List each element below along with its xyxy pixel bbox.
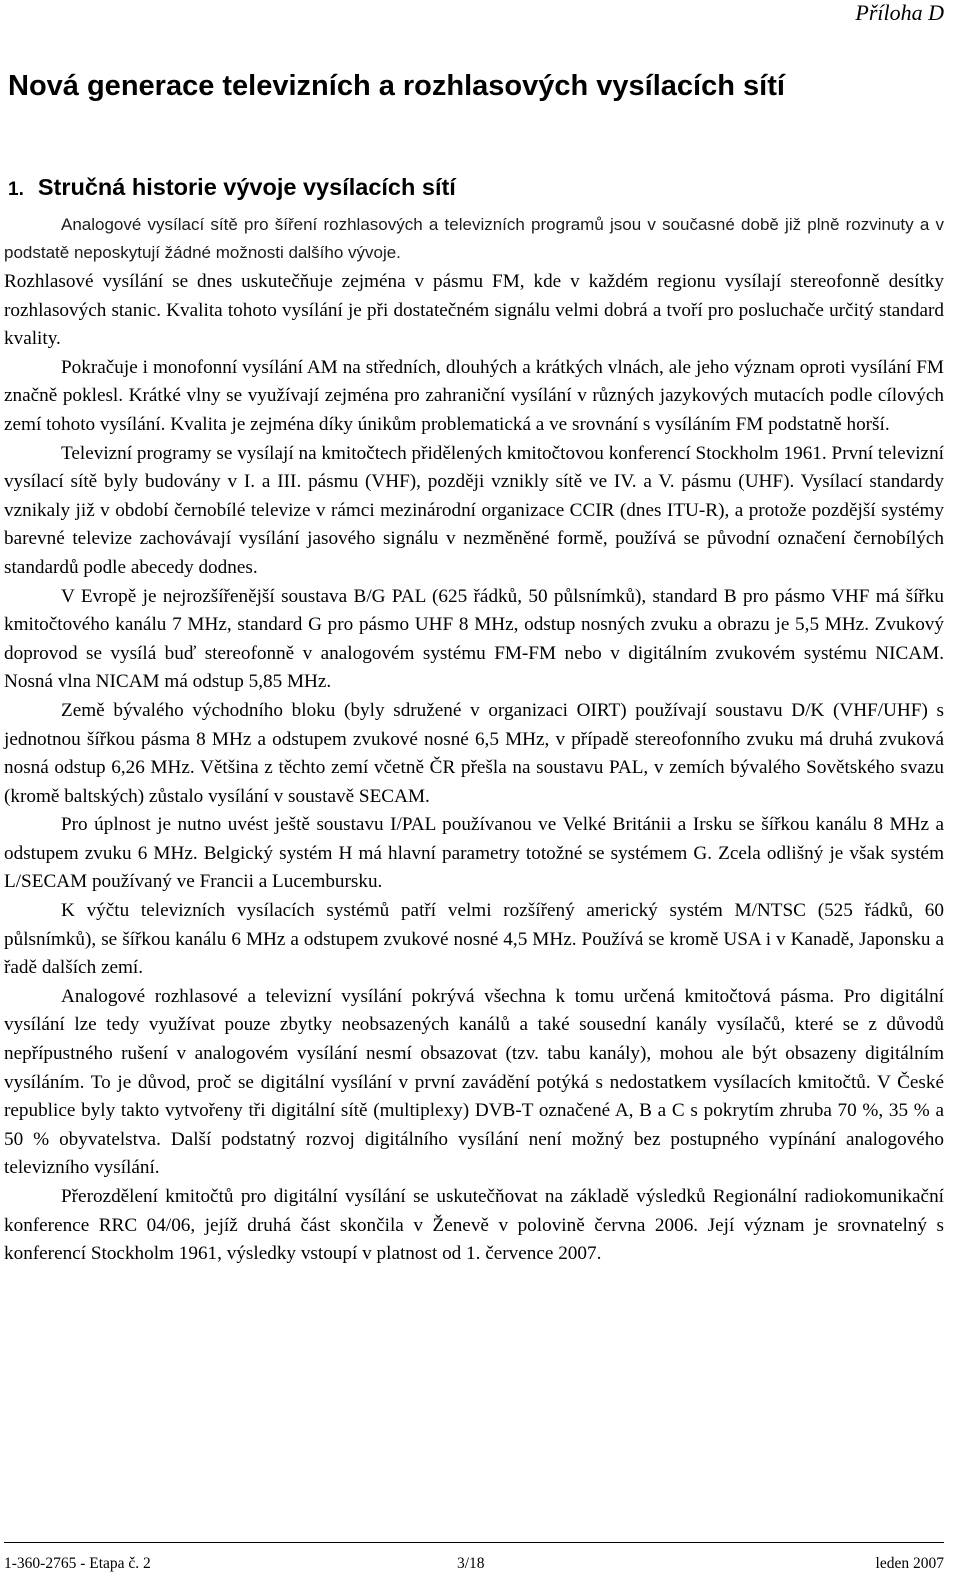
paragraph: Země bývalého východního bloku (byly sdružené v organizaci OIRT) používají soustavu D/K (VHF/UHF) s jednotnou šířkou pásma 8 MHz a odstupem zvukové nosné 6,5 MHz, v případě stereofonního zvuku má druhá zvuková nosná odstup 6,26 MHz. Většina z těchto zemí včetně ČR přešla na soustavu PAL, v zemích bývalého Sovětského svazu (kromě baltských) zůstalo vysílání v soustavě SECAM. [4, 699, 944, 807]
page-footer [4, 1542, 944, 1583]
intro-paragraph: Analogové vysílací sítě pro šíření rozhlasových a televizních programů jsou v současné době již plně rozvinuty a v podstatě neposkytují žádné možnosti dalšího vývoje. [4, 215, 944, 262]
intro-block [4, 211, 944, 267]
paragraph: Pokračuje i monofonní vysílání AM na středních, dlouhých a krátkých vlnách, ale jeho význam oproti vysílání FM značně poklesl. Krátké vlny se využívají zejména pro zahraniční vysílání v různých jazykových mutacích podle cílových zemí tohoto vysílání. Kvalita je zejména díky únikům problematická a ve srovnání s vysíláním FM podstatně horší. [4, 356, 944, 435]
paragraph: Analogové rozhlasové a televizní vysílání pokrývá všechna k tomu určená kmitočtová pásma. Pro digitální vysílání lze tedy využívat pouze zbytky neobsazených kanálů a také sousední kanály vysílačů, které se z důvodů nepřípustného rušení v analogovém vysílání nesmí obsazovat (tzv. tabu kanály), mohou ale být obsazeny digitálním vysíláním. To je důvod, proč se digitální vysílání v první zavádění potýká s nedostatkem vysílacích kmitočtů. V České republice byly takto vytvořeny tři digitální sítě (multiplexy) DVB-T označené A, B a C s pokrytím zhruba 70 %, 35 % a 50 % obyvatelstva. Další podstatný rozvoj digitálního vysílání není možný bez postupného vypínání analogového televizního vysílání. [4, 985, 944, 1179]
paragraph: K výčtu televizních vysílacích systémů patří velmi rozšířený americký systém M/NTSC (525 řádků, 60 půlsnímků), se šířkou kanálu 6 MHz a odstupem zvukové nosné 4,5 MHz. Používá se kromě USA i v Kanadě, Japonsku a řadě dalších zemí. [4, 900, 944, 979]
paragraph: Televizní programy se vysílají na kmitočtech přidělených kmitočtovou konferencí Stockholm 1961. První televizní vysílací sítě byly budovány v I. a III. pásmu (VHF), později vznikly sítě ve IV. a V. pásmu (UHF). Vysílací standardy vznikaly již v období černobílé televize v rámci mezinárodní organizace CCIR (dnes ITU-R), a protože pozdější systémy barevné televize zachovávají vysílání jasového signálu v nezměněné formě, používá se původní označení černobílých standardů podle abecedy dodnes. [4, 442, 944, 578]
annex-label: Příloha D [855, 0, 944, 25]
footer-date: leden 2007 [875, 1555, 944, 1572]
section-heading [8, 172, 456, 205]
paragraph: Rozhlasové vysílání se dnes uskutečňuje zejména v pásmu FM, kde v každém regionu vysílají stereofonně desítky rozhlasových stanic. Kvalita tohoto vysílání je při dostatečném signálu velmi dobrá a tvoří pro posluchače určitý standard kvality. [4, 271, 944, 350]
page-title: Nová generace televizních a rozhlasových vysílacích sítí [8, 70, 785, 102]
footer-doc-id: 1-360-2765 - Etapa č. 2 [4, 1555, 151, 1572]
paragraph: Pro úplnost je nutno uvést ještě soustavu I/PAL používanou ve Velké Británii a Irsku se šířkou kanálu 8 MHz a odstupem zvuku 6 MHz. Belgický systém H má hlavní parametry totožné se systémem G. Zcela odlišný je však systém L/SECAM používaný ve Francii a Lucembursku. [4, 814, 944, 893]
footer-page-number: 3/18 [457, 1555, 485, 1572]
paragraph: V Evropě je nejrozšířenější soustava B/G PAL (625 řádků, 50 půlsnímků), standard B pro pásmo VHF má šířku kmitočtového kanálu 7 MHz, standard G pro pásmo UHF 8 MHz, odstup nosných zvuku a obrazu je 5,5 MHz. Zvukový doprovod se vysílá buď stereofonně v analogovém systému FM-FM nebo v digitálním zvukovém systému NICAM. Nosná vlna NICAM má odstup 5,85 MHz. [4, 585, 944, 693]
paragraph: Přerozdělení kmitočtů pro digitální vysílání se uskutečňovat na základě výsledků Regionální radiokomunikační konference RRC 04/06, jejíž druhá část skončila v Ženevě v polovině června 2006. Její význam je srovnatelný s konferencí Stockholm 1961, výsledky vstoupí v platnost od 1. července 2007. [4, 1186, 944, 1265]
section-title: Stručná historie vývoje vysílacích sítí [37, 174, 456, 200]
section-number: 1. [8, 179, 24, 200]
body-text [4, 268, 944, 1269]
